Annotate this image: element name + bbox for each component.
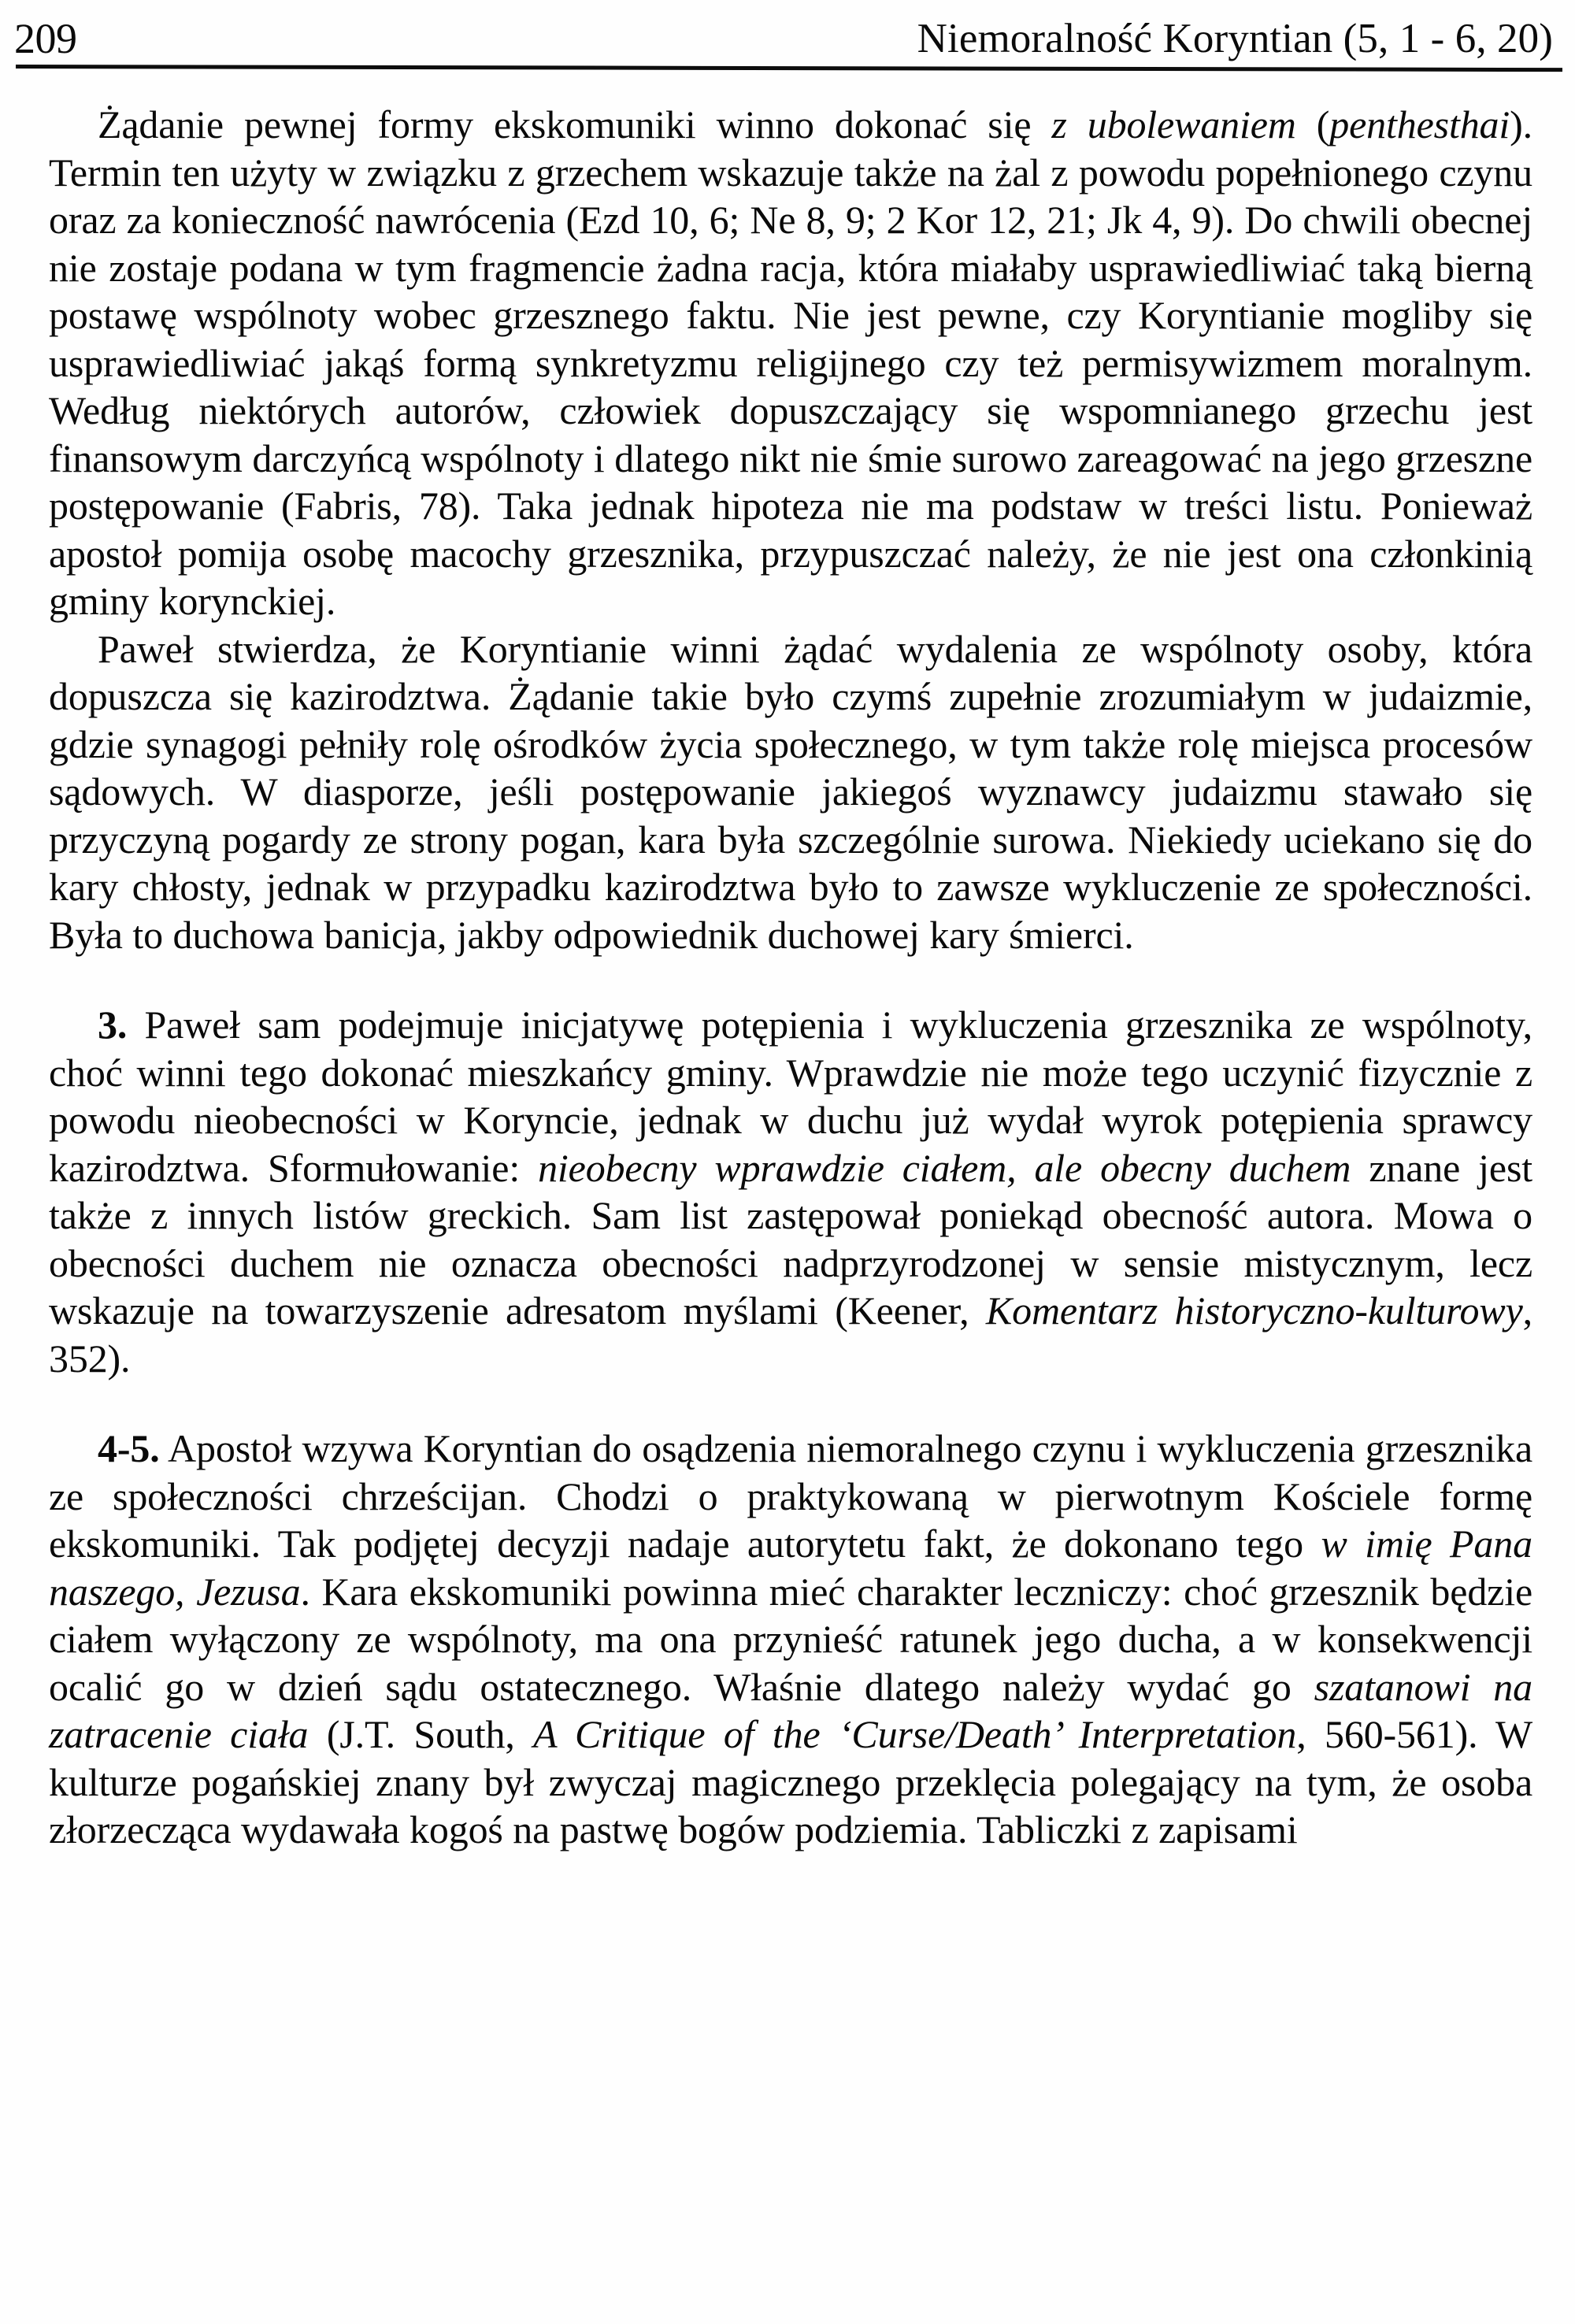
text-run: Apostoł wzywa Koryntian do osądzenia niemoralnego czynu i wykluczenia grzesznika ze społeczności chrześcijan. Chodzi o praktykowaną w pierwotnym Kościele formę ekskomuniki. Tak podjętej decyzji nadaje autorytetu fakt, że dokonano tego <box>49 1426 1532 1566</box>
para-pawel-stwierdza <box>49 625 1532 959</box>
text-run: znane jest także z innych listów greckich. Sam list zastępował poniekąd obecność autora. Mowa o obecności duchem nie oznacza obecności nadprzyrodzonej w sensie mistycznym, lecz wskazuje na towarzyszenie adresatom myślami (Keener, <box>49 1145 1532 1333</box>
running-title: Niemoralność Koryntian (5, 1 - 6, 20) <box>917 16 1553 61</box>
text-run: Paweł sam podejmuje inicjatywę potępienia i wykluczenia grzesznika ze wspólnoty, choć winni tego dokonać mieszkańcy gminy. Wprawdzie nie może tego uczynić fizycznie z powodu nieobecności w Koryncie, jednak w duchu już wydał wyrok potępienia sprawcy kazirodztwa. Sformułowanie: <box>49 1003 1532 1190</box>
body-text-column <box>49 101 1532 1854</box>
text-run: , 352). <box>49 1288 1532 1381</box>
page-header <box>0 0 1575 61</box>
text-run: ( <box>1316 102 1330 146</box>
folio-number: 209 <box>14 15 77 62</box>
header-rule-divider <box>16 65 1562 72</box>
para-ekskomunika <box>49 101 1532 625</box>
italic-run: Komentarz historyczno-kulturowy <box>985 1288 1523 1333</box>
para-4-5 <box>49 1425 1532 1854</box>
italic-run: szatanowi na zatracenie ciała <box>49 1664 1532 1756</box>
section-number: 4-5. <box>98 1426 160 1470</box>
text-run: Paweł stwierdza, że Koryntianie winni żądać wydalenia ze wspólnoty osoby, która dopuszcza się kazirodztwa. Żądanie takie było czymś zupełnie zrozumiałym w judaizmie, gdzie synagogi pełniły rolę ośrodków życia społecznego, w tym także rolę miejsca procesów sądowych. W diasporze, jeśli postępowanie jakiegoś wyznawcy judaizmu stawało się przyczyną pogardy ze strony pogan, kara była szczególnie surowa. Niekiedy uciekano się do kary chłosty, jednak w przypadku kazirodztwa było to zawsze wykluczenie ze społeczności. Była to duchowa banicja, jakby odpowiednik duchowej kary śmierci. <box>49 626 1532 957</box>
text-run: Żądanie pewnej formy ekskomuniki winno dokonać się <box>98 102 1052 146</box>
para-3 <box>49 1001 1532 1382</box>
section-number: 3. <box>98 1003 128 1047</box>
text-run: ). Termin ten użyty w związku z grzechem wskazuje także na żal z powodu popełnionego czynu oraz za konieczność nawrócenia (Ezd 10, 6; Ne 8, 9; 2 Kor 12, 21; Jk 4, 9). Do chwili obecnej nie zostaje podana w tym fragmencie żadna racja, która miałaby usprawiedliwiać taką bierną postawę wspólnoty wobec grzesznego faktu. Nie jest pewne, czy Koryntianie mogliby się usprawiedliwiać jakąś formą synkretyzmu religijnego czy też permisywizmem moralnym. Według niektórych autorów, człowiek dopuszczający się wspomnianego grzechu jest finansowym darczyńcą wspólnoty i dlatego nikt nie śmie surowo zareagować na jego grzeszne postępowanie (Fabris, 78). Taka jednak hipoteza nie ma podstaw w treści listu. Ponieważ apostoł pomija osobę macochy grzesznika, przypuszczać należy, że nie jest ona członkinią gminy korynckiej. <box>49 102 1533 623</box>
italic-run: penthesthai <box>1329 102 1510 146</box>
text-run: , 560-561). W kulturze pogańskiej znany był zwyczaj magicznego przeklęcia polegający na tym, że osoba złorzecząca wydawała kogoś na pastwę bogów podziemia. Tabliczki z zapisami <box>49 1712 1532 1851</box>
text-run: (J.T. South, <box>326 1712 534 1756</box>
italic-run: nieobecny wprawdzie ciałem, ale obecny duchem <box>538 1145 1369 1190</box>
italic-run: A Critique of the ‘Curse/Death’ Interpretation <box>533 1712 1297 1756</box>
italic-run: z ubolewaniem <box>1051 102 1317 146</box>
italic-run: w imię Pana naszego, Jezusa <box>49 1522 1532 1614</box>
text-run: . Kara ekskomuniki powinna mieć charakter leczniczy: choć grzesznik będzie ciałem wyłączony ze wspólnoty, ma ona przynieść ratunek jego ducha, a w konsekwencji ocalić go w dzień sądu ostatecznego. Właśnie dlatego należy wydać go <box>49 1569 1532 1709</box>
